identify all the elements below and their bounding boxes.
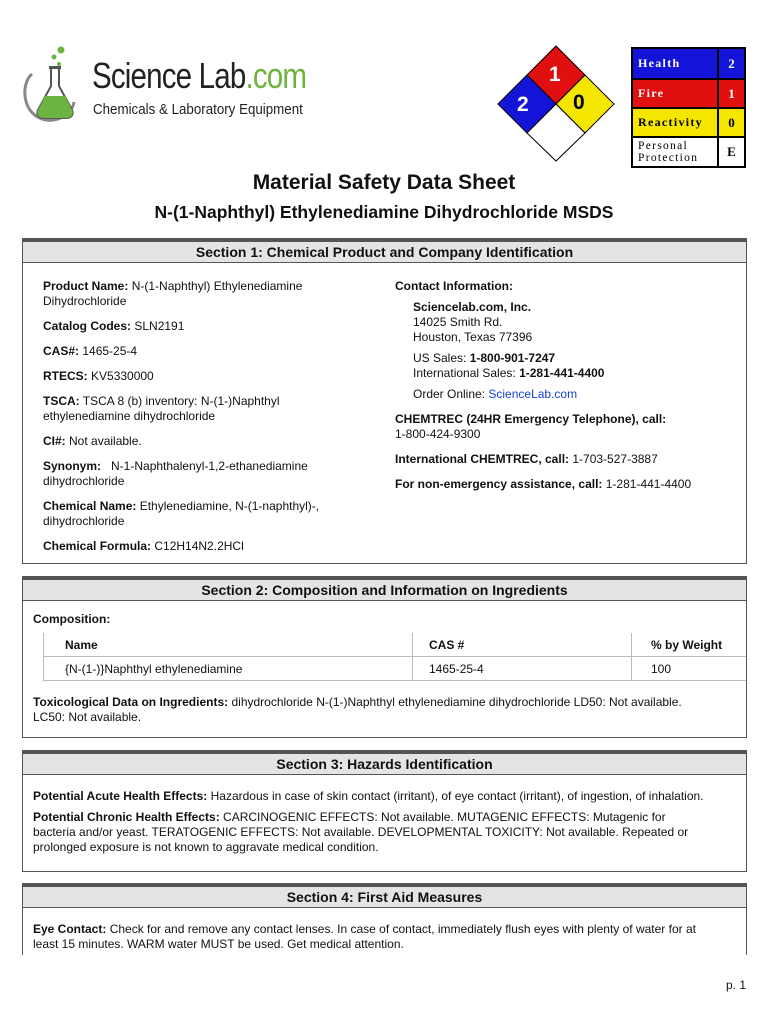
hmis-rating-table: [631, 47, 746, 168]
composition-label: Composition:: [33, 612, 111, 626]
field-ci: CI#: Not available.: [43, 434, 142, 448]
column-header: % by Weight: [651, 637, 723, 652]
order-online-link[interactable]: ScienceLab.com: [488, 387, 578, 401]
field-catalog-codes: Catalog Codes: SLN2191: [43, 319, 185, 333]
field-tsca: TSCA: TSCA 8 (b) inventory: N-(1-)Naphthyl ethylenediamine dihydrochloride: [43, 394, 280, 423]
hazards-text: Potential Acute Health Effects: Hazardous in case of skin contact (irritant), of eye contact (irritant), of ingestion, of inhalation. Potential Chronic Health Effects: CARCINOGENIC EFFECTS: Not available. MUTAGENIC EFFECTS: Mutagenic for bacteria and/or yeast. TERATOGENIC EFFECTS: Not available. DEVELOPMENTAL TOXICITY: Not available. Repeated or prolonged exposure is not known to aggravate medical condition.: [33, 789, 704, 854]
nfpa-fire-value: 1: [549, 63, 561, 86]
section-heading: Section 3: Hazards Identification: [23, 751, 746, 775]
table-header-row: [43, 633, 746, 657]
section-2: [22, 576, 747, 738]
flask-icon: [18, 44, 88, 130]
hmis-value: 1: [728, 85, 735, 101]
document-title: Material Safety Data Sheet: [252, 171, 516, 194]
logo-tagline: Chemicals & Laboratory Equipment: [93, 102, 303, 118]
field-rtecs: RTECS: KV5330000: [43, 369, 154, 383]
field-synonym: Synonym: N-1-Naphthalenyl-1,2-ethanediamine dihydrochloride: [43, 459, 308, 488]
table-cell: {N-(1-)}Naphthyl ethylenediamine: [43, 657, 413, 680]
nfpa-diamond: [497, 44, 615, 162]
hmis-row-fire: [633, 78, 744, 107]
field-chemical-name: Chemical Name: Ethylenediamine, N-(1-naphthyl)-, dihydrochloride: [43, 499, 320, 528]
hmis-value: 2: [728, 55, 735, 71]
section-4: [22, 883, 747, 955]
first-aid-text: Eye Contact: Check for and remove any contact lenses. In case of contact, immediately flush eyes with plenty of water for at least 15 minutes. WARM water MUST be used. Get medical attention.: [33, 922, 696, 951]
page-number: p. 1: [725, 978, 746, 992]
hmis-label: Fire: [633, 80, 719, 107]
section-heading: Section 1: Chemical Product and Company Identification: [23, 239, 746, 263]
table-row: [43, 657, 746, 681]
company-address: Sciencelab.com, Inc. 14025 Smith Rd. Houston, Texas 77396 US Sales: 1-800-901-7247 International Sales: 1-281-441-4400 Order Online: ScienceLab.com: [413, 300, 605, 401]
sciencelab-logo: [18, 44, 308, 124]
nfpa-health-value: 2: [517, 93, 529, 116]
section-heading: Section 4: First Aid Measures: [23, 884, 746, 908]
hmis-label: Reactivity: [633, 109, 719, 136]
field-chemical-formula: Chemical Formula: C12H14N2.2HCl: [43, 539, 244, 553]
field-product-name: Product Name: N-(1-Naphthyl) Ethylenediamine Dihydrochloride: [43, 279, 303, 308]
hmis-label: Personal Protection: [633, 138, 719, 166]
hmis-value: E: [727, 144, 736, 159]
column-header: CAS #: [413, 633, 632, 656]
table-cell: 100: [651, 661, 672, 676]
hmis-row-health: [633, 49, 744, 78]
toxicological-data: Toxicological Data on Ingredients: dihydrochloride N-(1-)Naphthyl ethylenediamine dihydrochloride LD50: Not available. LC50: Not available.: [33, 695, 682, 724]
hmis-row-reactivity: [633, 107, 744, 136]
logo-brand: Science Lab.com: [92, 55, 307, 96]
product-identification: [43, 279, 373, 554]
hmis-row-personal-protection: [633, 136, 744, 166]
section-1: [22, 238, 747, 564]
composition-table: [43, 633, 746, 681]
hmis-value: 0: [728, 114, 735, 130]
hmis-label: Health: [633, 49, 719, 78]
contact-information: Contact Information: Sciencelab.com, Inc. 14025 Smith Rd. Houston, Texas 77396 US Sales: 1-800-901-7247 International Sales: 1-281-441-4400 Order Online: ScienceLab.com CHEMTREC (24HR Emergency Telephone), call: 1-800-424-9300 International CHEMTREC, call: 1-703-527-3887 For non-emergency assistance, call: 1-281-441-4400: [395, 279, 735, 492]
section-heading: Section 2: Composition and Information on Ingredients: [23, 577, 746, 601]
field-cas: CAS#: 1465-25-4: [43, 344, 138, 358]
nfpa-reactivity-value: 0: [573, 91, 585, 114]
document-subtitle: N-(1-Naphthyl) Ethylenediamine Dihydrochloride MSDS: [154, 202, 614, 222]
table-cell: 1465-25-4: [413, 657, 632, 680]
column-header: Name: [43, 633, 413, 656]
section-3: [22, 750, 747, 872]
contact-label: Contact Information:: [395, 279, 513, 293]
